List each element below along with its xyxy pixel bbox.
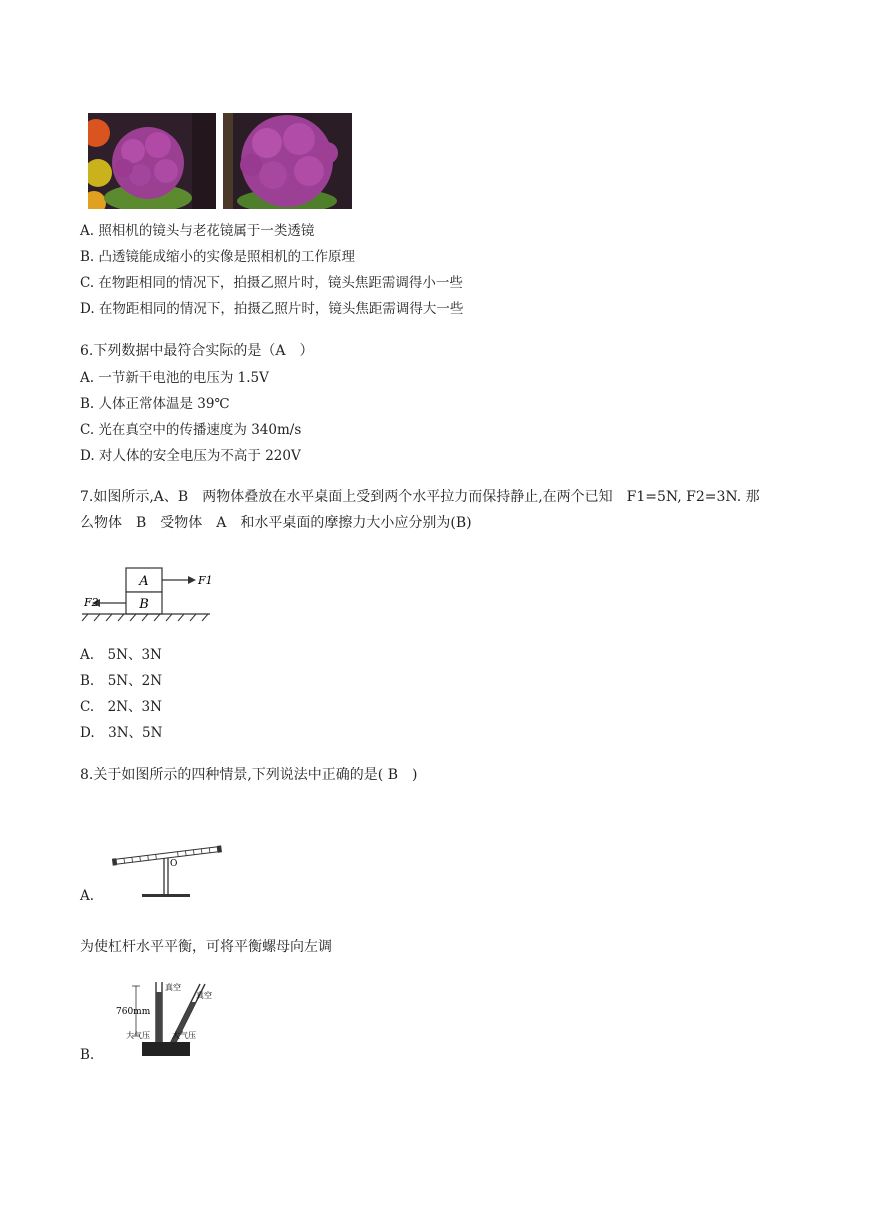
q5-option-c: C. 在物距相同的情况下，拍摄乙照片时，镜头焦距需调得小一些 xyxy=(80,275,463,291)
q5-option-a: A. 照相机的镜头与老花镜属于一类透镜 xyxy=(80,223,315,239)
q6-option-a: A. 一节新干电池的电压为 1.5V xyxy=(80,370,269,386)
lever-pivot-label: O xyxy=(170,859,178,869)
q7-option-c: C. 2N、3N xyxy=(80,699,162,715)
q6-option-d: D. 对人体的安全电压为不高于 220V xyxy=(80,448,301,464)
force-f2-label: F2 xyxy=(84,596,99,609)
q8-option-b-label: B. xyxy=(80,1047,95,1063)
q7-block-diagram xyxy=(80,563,220,623)
q8-option-a-text: 为使杠杆水平平衡，可将平衡螺母向左调 xyxy=(80,939,332,955)
q6-option-b: B. 人体正常体温是 39℃ xyxy=(80,396,230,412)
q6-stem: 6.下列数据中最符合实际的是（A ） xyxy=(80,343,314,359)
vacuum-label-1: 真空 xyxy=(165,983,181,992)
q7-option-a: A. 5N、3N xyxy=(80,647,162,663)
force-f1-label: F1 xyxy=(198,574,213,587)
q8-stem: 8.关于如图所示的四种情景,下列说法中正确的是( B ) xyxy=(80,767,418,783)
q7-option-b: B. 5N、2N xyxy=(80,673,163,689)
vacuum-label-2: 真空 xyxy=(196,991,212,1000)
q7-stem-line2: 么物体 B 受物体 A 和水平桌面的摩擦力大小应分别为(B) xyxy=(80,515,472,531)
q7-stem-line1: 7.如图所示,A、B 两物体叠放在水平桌面上受到两个水平拉力而保持静止,在两个已知 F1=5N, F2=3N. 那 xyxy=(80,489,760,505)
pressure-label-1: 大气压 xyxy=(126,1031,150,1040)
q8-option-a-label: A. xyxy=(80,888,95,904)
block-a-label: A xyxy=(139,574,149,589)
lever-diagram xyxy=(112,838,222,898)
q5-option-b: B. 凸透镜能成缩小的实像是照相机的工作原理 xyxy=(80,249,356,265)
pressure-label-2: 大气压 xyxy=(172,1031,196,1040)
height-label: 760mm xyxy=(116,1007,151,1017)
q5-option-d: D. 在物距相同的情况下，拍摄乙照片时，镜头焦距需调得大一些 xyxy=(80,301,464,317)
q6-option-c: C. 光在真空中的传播速度为 340m/s xyxy=(80,422,302,438)
torricelli-diagram xyxy=(112,978,222,1058)
q7-option-d: D. 3N、5N xyxy=(80,725,163,741)
cauliflower-photo-yi xyxy=(223,113,352,209)
block-b-label: B xyxy=(139,597,149,612)
cauliflower-photo-jia xyxy=(88,113,216,209)
